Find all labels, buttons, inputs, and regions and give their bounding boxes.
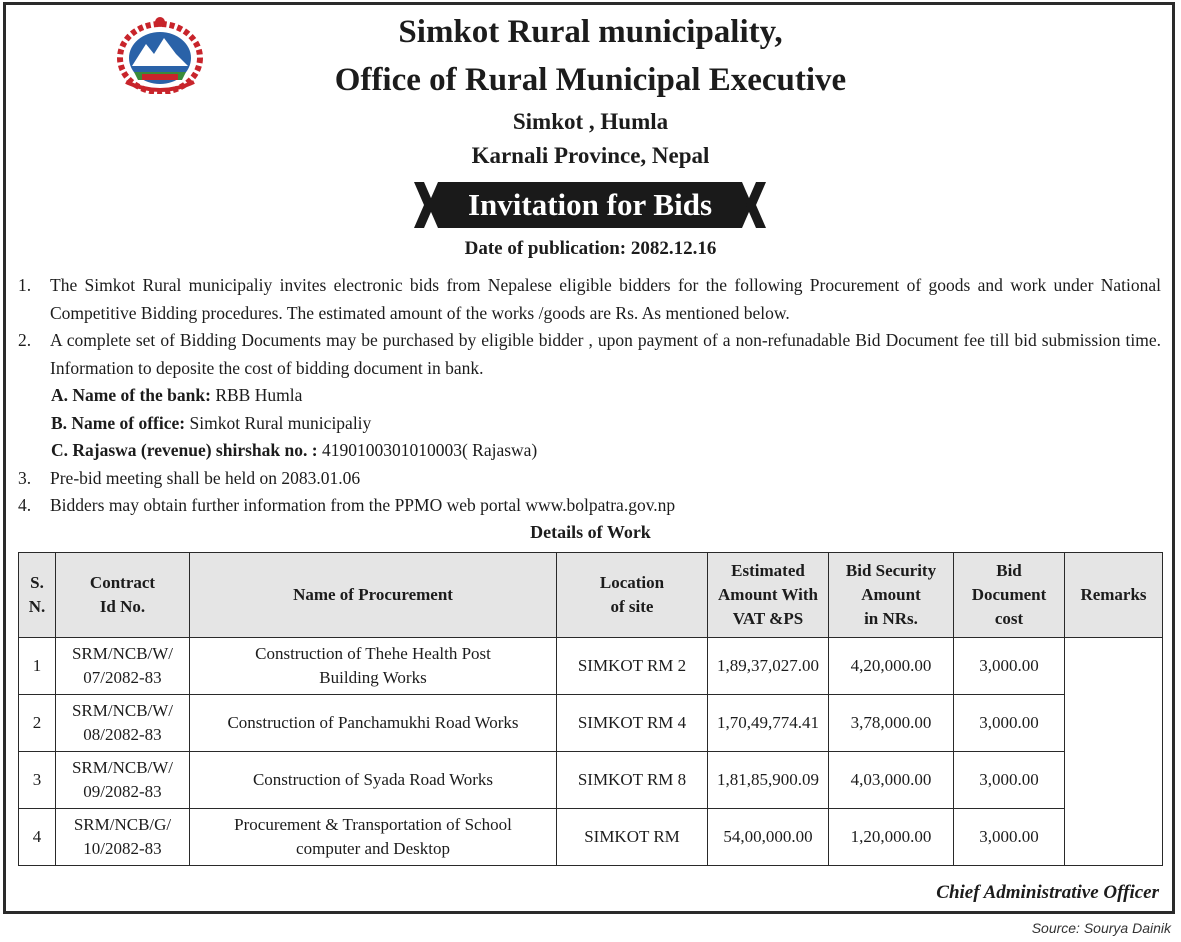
bank-name: A. Name of the bank: RBB Humla — [51, 385, 303, 405]
cell-location: SIMKOT RM 2 — [557, 638, 708, 695]
cell-doc-cost: 3,000.00 — [954, 638, 1065, 695]
office-title: Office of Rural Municipal Executive — [334, 62, 847, 98]
cell-security: 1,20,000.00 — [829, 809, 954, 866]
item-text: A complete set of Bidding Documents may be purchased by eligible bidder , upon payment of a non-refunadable Bid Document fee till bid submission time. Information to deposite the cost of bidding document in bank. — [50, 330, 1161, 378]
table-row — [19, 638, 1163, 695]
table-row — [19, 752, 1163, 809]
cell-security: 3,78,000.00 — [829, 695, 954, 752]
item-number: 2. — [18, 330, 32, 350]
invitation-title: Invitation for Bids — [467, 187, 713, 222]
table-row — [19, 809, 1163, 866]
item-text: Bidders may obtain further information from the PPMO web portal www.bolpatra.gov.np — [50, 495, 676, 515]
item-number: 1. — [18, 275, 32, 295]
item-number: 3. — [18, 467, 32, 488]
cell-sn: 4 — [19, 809, 56, 866]
table-header-row — [19, 553, 1163, 638]
header-location: Location of site — [557, 553, 708, 638]
office-name: B. Name of office: Simkot Rural municipaliy — [51, 412, 372, 433]
header-estimated: Estimated Amount With VAT &PS — [708, 553, 829, 638]
header-contract: Contract Id No. — [56, 553, 190, 638]
header-remarks: Remarks — [1065, 553, 1163, 638]
cell-location: SIMKOT RM 8 — [557, 752, 708, 809]
cell-contract: SRM/NCB/G/ 10/2082-83 — [56, 809, 190, 866]
cell-security: 4,20,000.00 — [829, 638, 954, 695]
cell-contract: SRM/NCB/W/ 09/2082-83 — [56, 752, 190, 809]
list-item — [18, 327, 1161, 382]
signatory: Chief Administrative Officer — [936, 882, 1159, 903]
item-text: Pre-bid meeting shall be held on 2083.01.06 — [50, 467, 361, 488]
province-line: Karnali Province, Nepal — [471, 143, 710, 168]
location-line: Simkot , Humla — [512, 109, 669, 134]
cell-sn: 1 — [19, 638, 56, 695]
header-doc-cost: Bid Document cost — [954, 553, 1065, 638]
cell-estimated: 1,81,85,900.09 — [708, 752, 829, 809]
publication-date: Date of publication: 2082.12.16 — [464, 238, 717, 259]
cell-remarks — [1065, 638, 1163, 866]
cell-location: SIMKOT RM 4 — [557, 695, 708, 752]
work-details-table — [18, 552, 1163, 866]
cell-sn: 3 — [19, 752, 56, 809]
header-bid-security: Bid Security Amount in NRs. — [829, 553, 954, 638]
list-item — [18, 492, 1161, 520]
table-row — [19, 695, 1163, 752]
cell-doc-cost: 3,000.00 — [954, 695, 1065, 752]
list-item — [18, 465, 1161, 493]
item-text: The Simkot Rural municipaliy invites electronic bids from Nepalese eligible bidders for the following Procurement of goods and work under National Competitive Bidding procedures. The estimated amount of the works /goods are Rs. As mentioned below. — [50, 275, 1161, 323]
header-name: Name of Procurement — [190, 553, 557, 638]
item-number: 4. — [18, 495, 32, 515]
details-title: Details of Work — [530, 522, 651, 542]
cell-name: Construction of Syada Road Works — [190, 752, 557, 809]
cell-name: Construction of Thehe Health Post Building Works — [190, 638, 557, 695]
cell-doc-cost: 3,000.00 — [954, 752, 1065, 809]
cell-security: 4,03,000.00 — [829, 752, 954, 809]
cell-estimated: 1,70,49,774.41 — [708, 695, 829, 752]
list-item — [18, 272, 1161, 327]
cell-sn: 2 — [19, 695, 56, 752]
cell-contract: SRM/NCB/W/ 07/2082-83 — [56, 638, 190, 695]
notice-body — [18, 272, 1161, 520]
cell-estimated: 1,89,37,027.00 — [708, 638, 829, 695]
cell-doc-cost: 3,000.00 — [954, 809, 1065, 866]
header-sn: S. N. — [19, 553, 56, 638]
cell-name: Procurement & Transportation of School computer and Desktop — [190, 809, 557, 866]
municipality-title: Simkot Rural municipality, — [398, 14, 783, 50]
cell-location: SIMKOT RM — [557, 809, 708, 866]
source-credit: Source: Sourya Dainik — [1031, 920, 1171, 936]
cell-estimated: 54,00,000.00 — [708, 809, 829, 866]
cell-name: Construction of Panchamukhi Road Works — [190, 695, 557, 752]
cell-contract: SRM/NCB/W/ 08/2082-83 — [56, 695, 190, 752]
revenue-heading: C. Rajaswa (revenue) shirshak no. : 4190100301010003( Rajaswa) — [51, 440, 538, 460]
